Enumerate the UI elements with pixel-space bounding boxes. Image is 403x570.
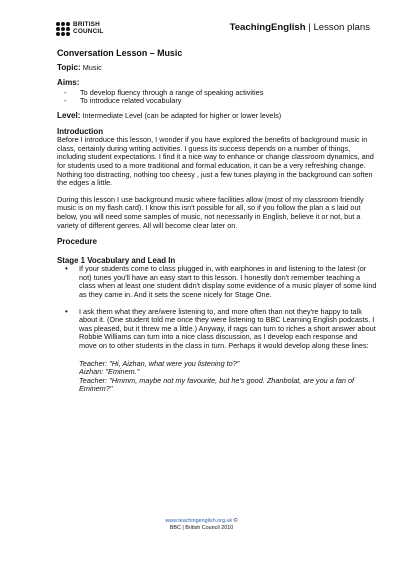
introduction-heading: Introduction (57, 126, 104, 136)
lesson-title: Conversation Lesson – Music (57, 48, 183, 58)
introduction-paragraph-2: During this lesson I use background music where facilities allow (most of my classroom friendly music is on my flash card). I know this isn't possible for all, so if you follow the plan a s laid out below, you will need some samples of music, not necessarily in English, believe it or not, but a variety of different genres. All will become clear later on. (57, 194, 364, 230)
level-row (57, 112, 377, 121)
topic-row (57, 64, 377, 73)
footer-link[interactable]: www.teachingenglish.org.uk (165, 518, 233, 524)
procedure-heading: Procedure (57, 237, 98, 247)
dialogue-line: Teacher: "Hi, Aizhan, what were you listening to?" (79, 358, 240, 368)
page-footer (0, 518, 403, 533)
introduction-paragraph-1: Before I introduce this lesson, I wonder if you have explored the benefits of background music in class, certainly during writing activities. I guess its success depends on a number of things, including student expectations. I find it a nice way to enhance or change classroom dynamics, and for students used to a more traditional and formal education, it can be a very refreshing change. Nothing too distracting, nothing too cheesy , just a few tunes playing in the background can soften the edges a little. (57, 135, 374, 188)
stage1-bullets (57, 265, 377, 394)
aims-label: Aims: (57, 78, 80, 88)
list-item: • I ask them what they are/were listening to, and more often than not they're happy to talk about it. (One student told me once they were listening to BBC Learning English podcasts. I was pleased, but it threw me a little.) Anyway, if rags can turn to riches a short answer about Robbie Williams can turn into a nice class discussion, as I develop each response and move on to other students in the class in turn. Perhaps it would develop along these lines: Teacher: "Hi, Aizhan, what were you listening to?" Aizhan: "Eminem." Teacher: "Hmmm, maybe not my favourite, but he's good. Zhanbolat, are you a fan of Eminem?" (65, 306, 376, 394)
level-value: Intermediate Level (can be adapted for higher or lower levels) (82, 110, 282, 120)
dialogue-line: Aizhan: "Eminem." (79, 367, 140, 377)
aims-item: - To introduce related vocabulary (64, 96, 182, 106)
teachingenglish-header (230, 22, 370, 33)
british-council-logo (56, 22, 104, 36)
topic-label: Topic: (57, 62, 81, 72)
footer-copyright: BBC | British Council 2010 (169, 525, 234, 532)
dialogue-example (79, 360, 377, 394)
brand-section: Lesson plans (313, 22, 370, 33)
list-item: • If your students come to class plugged in, with earphones in and listening to the latest (or not) tunes you'll have an easy start to this lesson. I honestly don't remember teaching a class when at least one student didn't display some evidence of a music player of some kind as they came in. And it sets the scene nicely for Stage One. (65, 264, 377, 300)
logo-text: BRITISH COUNCIL (73, 21, 104, 35)
dialogue-line: Eminem?" (79, 384, 113, 394)
document-body (57, 49, 377, 402)
level-label: Level: (57, 110, 81, 120)
aims-list (57, 89, 377, 106)
aims-item: - To develop fluency through a range of speaking activities (64, 87, 264, 97)
brand-name: TeachingEnglish (229, 22, 306, 33)
aims-block (57, 79, 377, 106)
dialogue-line: Teacher: "Hmmm, maybe not my favourite, but he's good. Zhanbolat, are you a fan of (79, 375, 355, 385)
copyright-symbol: © (233, 518, 238, 524)
stage1-heading: Stage 1 Vocabulary and Lead In (57, 255, 176, 265)
brand-separator: | (305, 22, 314, 33)
logo-dots-icon (56, 22, 70, 36)
topic-value: Music (82, 62, 102, 72)
